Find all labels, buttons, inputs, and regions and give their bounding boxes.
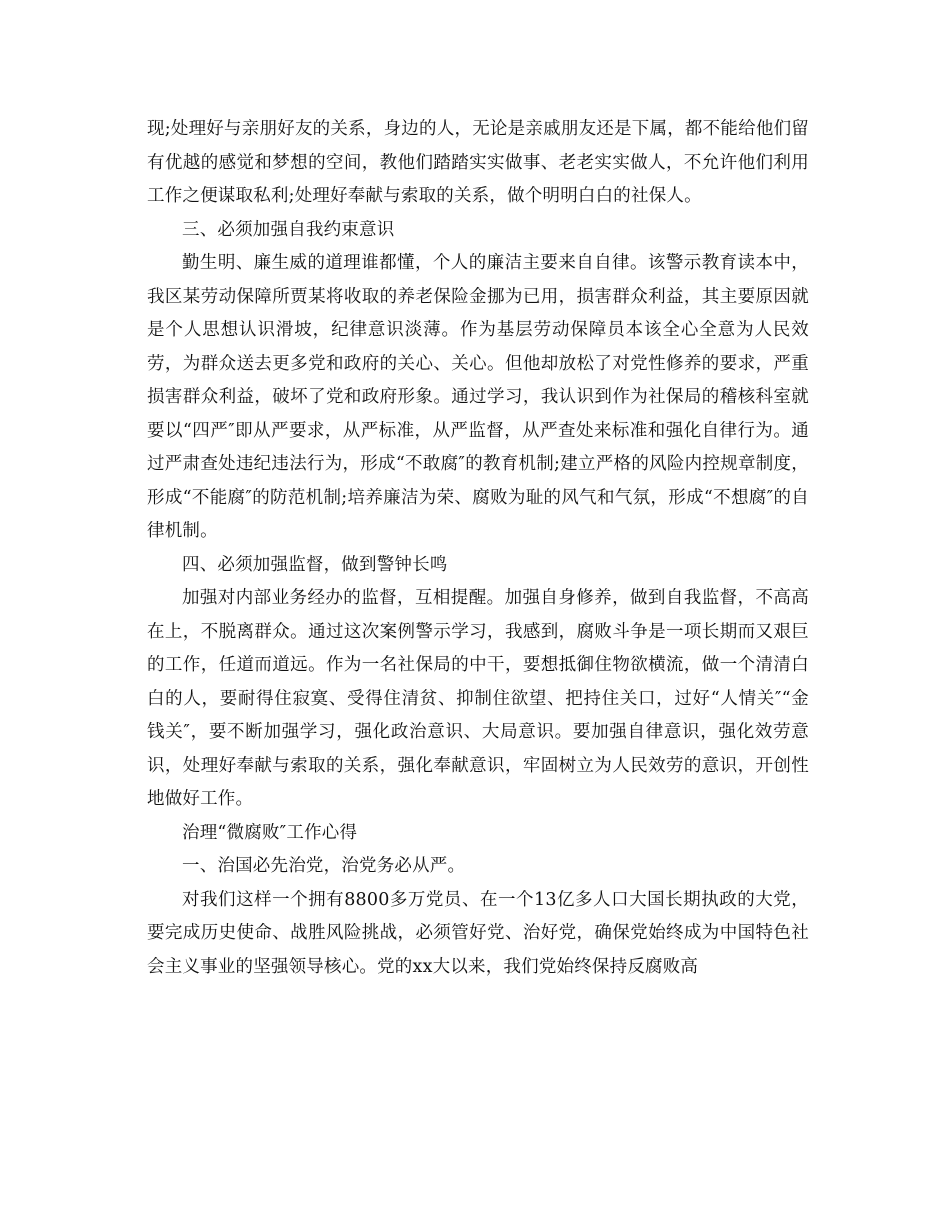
section-heading-1: 一、治国必先治党，治党务必从严。 [182, 856, 466, 876]
paragraph-1: 现;处理好与亲朋好友的关系，身边的人，无论是亲戚朋友还是下属，都不能给他们留有优越的感觉和梦想的空间，教他们踏踏实实做事、老老实实做人，不允许他们利用工作之便谋取私利;处理好奉献与索取的关系，做个明明白白的社保人。 [147, 119, 809, 206]
section-heading-4: 四、必须加强监督，做到警钟长鸣 [182, 554, 448, 575]
article-title: 治理“微腐败″工作心得 [182, 822, 358, 843]
paragraph-4: 对我们这样一个拥有8800多万党员、在一个13亿多人口大国长期执政的大党，要完成历史使命、战胜风险挑战，必须管好党、治好党，确保党始终成为中国特色社会主义事业的坚强领导核心。党的xx大以来，我们党始终保持反腐败高 [147, 889, 809, 977]
section-heading-3: 三、必须加强自我约束意识 [182, 219, 395, 240]
paragraph-2: 勤生明、廉生威的道理谁都懂，个人的廉洁主要来自自律。该警示教育读本中，我区某劳动保障所贾某将收取的养老保险金挪为已用，损害群众利益，其主要原因就是个人思想认识滑坡，纪律意识淡薄。作为基层劳动保障员本该全心全意为人民效劳，为群众送去更多党和政府的关心、关心。但他却放松了对党性修养的要求，严重损害群众利益，破坏了党和政府形象。通过学习，我认识到作为社保局的稽核科室就要以“四严″即从严要求，从严标准，从严监督，从严查处来标准和强化自律行为。通过严肃查处违纪违法行为，形成“不敢腐″的教育机制;建立严格的风险内控规章制度，形成“不能腐″的防范机制;培养廉洁为荣、腐败为耻的风气和气氛，形成“不想腐″的自律机制。 [147, 253, 809, 541]
document-body [147, 113, 809, 984]
paragraph-3: 加强对内部业务经办的监督，互相提醒。加强自身修养，做到自我监督，不高高在上，不脱离群众。通过这次案例警示学习，我感到，腐败斗争是一项长期而又艰巨的工作，任道而道远。作为一名社保局的中干，要想抵御住物欲横流，做一个清清白白的人，要耐得住寂寞、受得住清贫、抑制住欲望、把持住关口，过好“人情关″“金钱关″，要不断加强学习，强化政治意识、大局意识。要加强自律意识，强化效劳意识，处理好奉献与索取的关系，强化奉献意识，牢固树立为人民效劳的意识，开创性地做好工作。 [147, 588, 809, 809]
